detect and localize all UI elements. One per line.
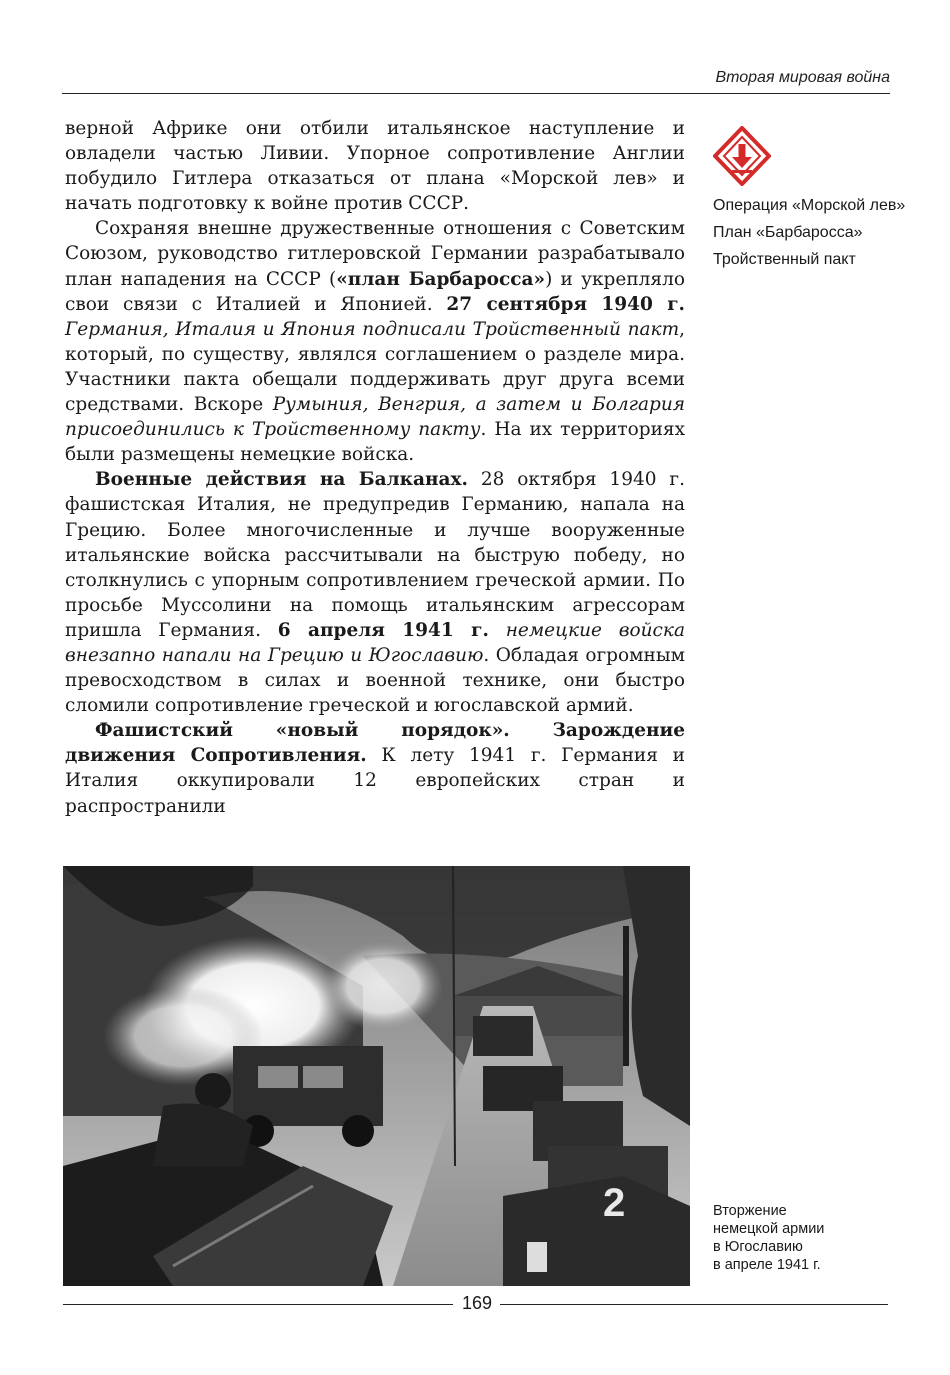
footer-rule-left bbox=[63, 1304, 453, 1305]
caption-line: немецкой армии bbox=[713, 1221, 825, 1237]
caption-line: в Югославию bbox=[713, 1239, 803, 1255]
header-rule bbox=[62, 93, 890, 94]
text-run: Сохраняя внешне дружественные отношения с Советским Союзом, руководство гитлеровской Германии разрабатывало план нападения на СССР ( bbox=[65, 218, 685, 290]
italic-emphasis: Германия, Италия и Япония подписали Тройственный пакт bbox=[65, 318, 680, 340]
section-heading-balkans: Военные действия на Балканах. bbox=[95, 469, 468, 491]
paragraph-4 bbox=[65, 718, 685, 818]
term-barbarossa: План «Барбаросса» bbox=[713, 224, 863, 241]
war-photo-image bbox=[63, 866, 690, 1286]
text-run: , который, по существу, являлся соглашением о разделе мира. Участники пакта обещали поддерживать друг друга всеми средствами. Вскоре bbox=[65, 318, 685, 416]
bold-date: 6 апреля 1941 г. bbox=[277, 619, 489, 641]
term-sea-lion: Операция «Морской лев» bbox=[713, 197, 906, 214]
caption-line: в апреле 1941 г. bbox=[713, 1257, 821, 1273]
italic-emphasis: немецкие войска внезапно напали на Грецию и Югославию bbox=[65, 619, 685, 666]
paragraph-1: верной Африке они отбили итальянское наступление и овладели частью Ливии. Упорное сопротивление Англии побудило Гитлера отказаться от плана «Морской лев» и начать подготовку к войне против СССР. bbox=[65, 118, 685, 215]
bold-date: 27 сентября 1940 г. bbox=[446, 293, 686, 315]
paragraph-2 bbox=[65, 216, 685, 467]
paragraph-3 bbox=[65, 467, 685, 718]
page-number: 169 bbox=[461, 1293, 493, 1313]
down-arrow-diamond-icon bbox=[713, 126, 771, 186]
text-run: К лету 1941 г. Германия и Италия оккупировали 12 европейских стран и распространили bbox=[65, 745, 685, 817]
text-run: . На их территориях были размещены немецкие войска. bbox=[65, 419, 686, 466]
text-run: . Обладая огромным превосходством в силах и военной технике, они быстро сломили сопротивление греческой и югославской армий. bbox=[65, 644, 685, 717]
vehicle-number: 2 bbox=[603, 1181, 626, 1225]
term-tripartite-pact: Тройственный пакт bbox=[713, 251, 856, 268]
footer-rule-right bbox=[500, 1304, 888, 1305]
photo-caption bbox=[713, 1202, 913, 1274]
main-text bbox=[65, 116, 685, 819]
bold-term-barbarossa: «план Барбаросса» bbox=[336, 268, 546, 290]
text-run bbox=[489, 620, 506, 641]
key-terms bbox=[713, 195, 913, 276]
text-run: ) и укрепляло свои связи с Италией и Японией. bbox=[65, 268, 685, 315]
caption-line: Вторжение bbox=[713, 1203, 787, 1219]
running-title: Вторая мировая война bbox=[715, 69, 890, 86]
italic-emphasis: Румыния, Венгрия, а затем и Болгария присоединились к Тройственному пакту bbox=[65, 394, 685, 441]
text-run: 28 октября 1940 г. фашистская Италия, не предупредив Германию, напала на Грецию. Более многочисленные и лучше вооруженные итальянские войска рассчитывали на быструю победу, но столкнулись с упорным сопротивлением греческой армии. По просьбе Муссолини на помощь итальянским агрессорам пришла Германия. bbox=[65, 469, 685, 641]
section-heading-new-order: Фашистский «новый порядок». Зарождение движения Сопротивления. bbox=[65, 720, 685, 767]
